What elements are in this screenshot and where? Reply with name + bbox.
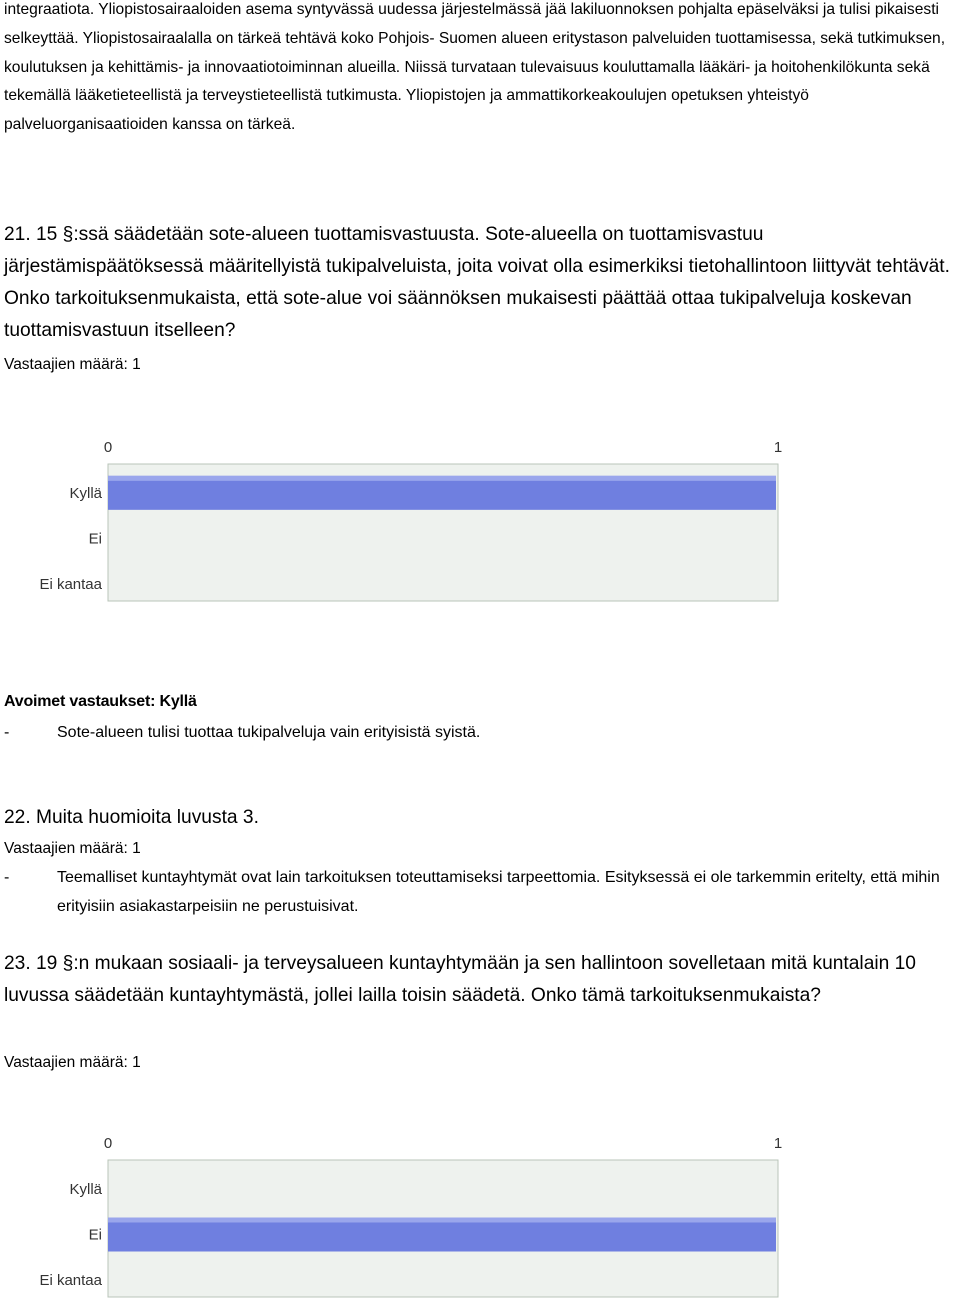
bar [108,1218,776,1252]
x-tick-label: 1 [773,1135,783,1152]
list-dash: - [4,869,10,886]
category-label: Ei kantaa [39,576,102,594]
question-21-chart [0,436,960,606]
question-22-respondents: Vastaajien määrä: 1 [4,840,141,857]
x-tick-label: 0 [103,439,113,456]
category-label: Ei kantaa [39,1272,102,1290]
question-23-title: 23. 19 §:n mukaan sosiaali- ja terveysalueen kuntayhtymään ja sen hallintoon sovelletaan mitä kuntalain 10 luvussa säädetään kuntayhtymästä, jollei lailla toisin säädetä. Onko tämä tarkoituksenmukaista? [4,953,916,1006]
x-tick-label: 0 [103,1135,113,1152]
open-answers-heading: Avoimet vastaukset: Kyllä [4,693,197,710]
intro-paragraph: integraatiota. Yliopistosairaaloiden asema syntyvässä uudessa järjestelmässä jää lakiluonnoksen pohjalta epäselväksi ja tulisi pikaisesti selkeyttää. Yliopistosairaalalla on tärkeä tehtävä koko Pohjois- Suomen alueen eritystason palveluiden tuottamisessa, sekä tutkimuksen, koulutuksen ja kehittämis- ja innovaatiotoiminnan alueilla. Niissä turvataan tulevaisuus kouluttamalla lääkäri- ja hoitohenkilökunta sekä tekemällä lääketieteellistä ja terveystieteellistä tutkimusta. Yliopistojen ja ammattikorkeakoulujen opetuksen yhteistyö palveluorganisaatioiden kanssa on tärkeä. [4,1,946,134]
question-21-bar-chart [0,436,960,606]
question-23-bar-chart [0,1132,960,1302]
question-22-answer-item [4,863,944,921]
category-label: Ei [88,1226,102,1244]
category-label: Kyllä [69,484,102,502]
bar-highlight [108,1218,776,1223]
list-dash: - [4,724,10,741]
category-label: Ei [88,530,102,548]
question-21-title: 21. 15 §:ssä säädetään sote-alueen tuottamisvastuusta. Sote-alueella on tuottamisvastuu järjestämispäätöksessä määritellyistä tukipalveluista, joita voivat olla esimerkiksi tietohallintoon liittyvät tehtävät. Onko tarkoituksenmukaista, että sote-alue voi säännöksen mukaisesti päättää ottaa tukipalveluja koskevan tuottamisvastuun itselleen? [4,224,950,341]
question-21-respondents: Vastaajien määrä: 1 [4,356,141,373]
bar [108,476,776,510]
question-23-respondents: Vastaajien määrä: 1 [4,1054,141,1071]
x-tick-label: 1 [773,439,783,456]
question-22-answer-text: Teemalliset kuntayhtymät ovat lain tarkoituksen toteuttamiseksi tarpeettomia. Esityksessä ei ole tarkemmin eritelty, että mihin erityisiin asiakastarpeisiin ne perustuisivat. [57,869,940,915]
open-answer-text: Sote-alueen tulisi tuottaa tukipalveluja vain erityisistä syistä. [57,724,481,741]
open-answer-item [4,718,944,747]
question-23-chart [0,1132,960,1302]
bar-highlight [108,476,776,481]
category-label: Kyllä [69,1180,102,1198]
question-22-title: 22. Muita huomioita luvusta 3. [4,807,259,828]
